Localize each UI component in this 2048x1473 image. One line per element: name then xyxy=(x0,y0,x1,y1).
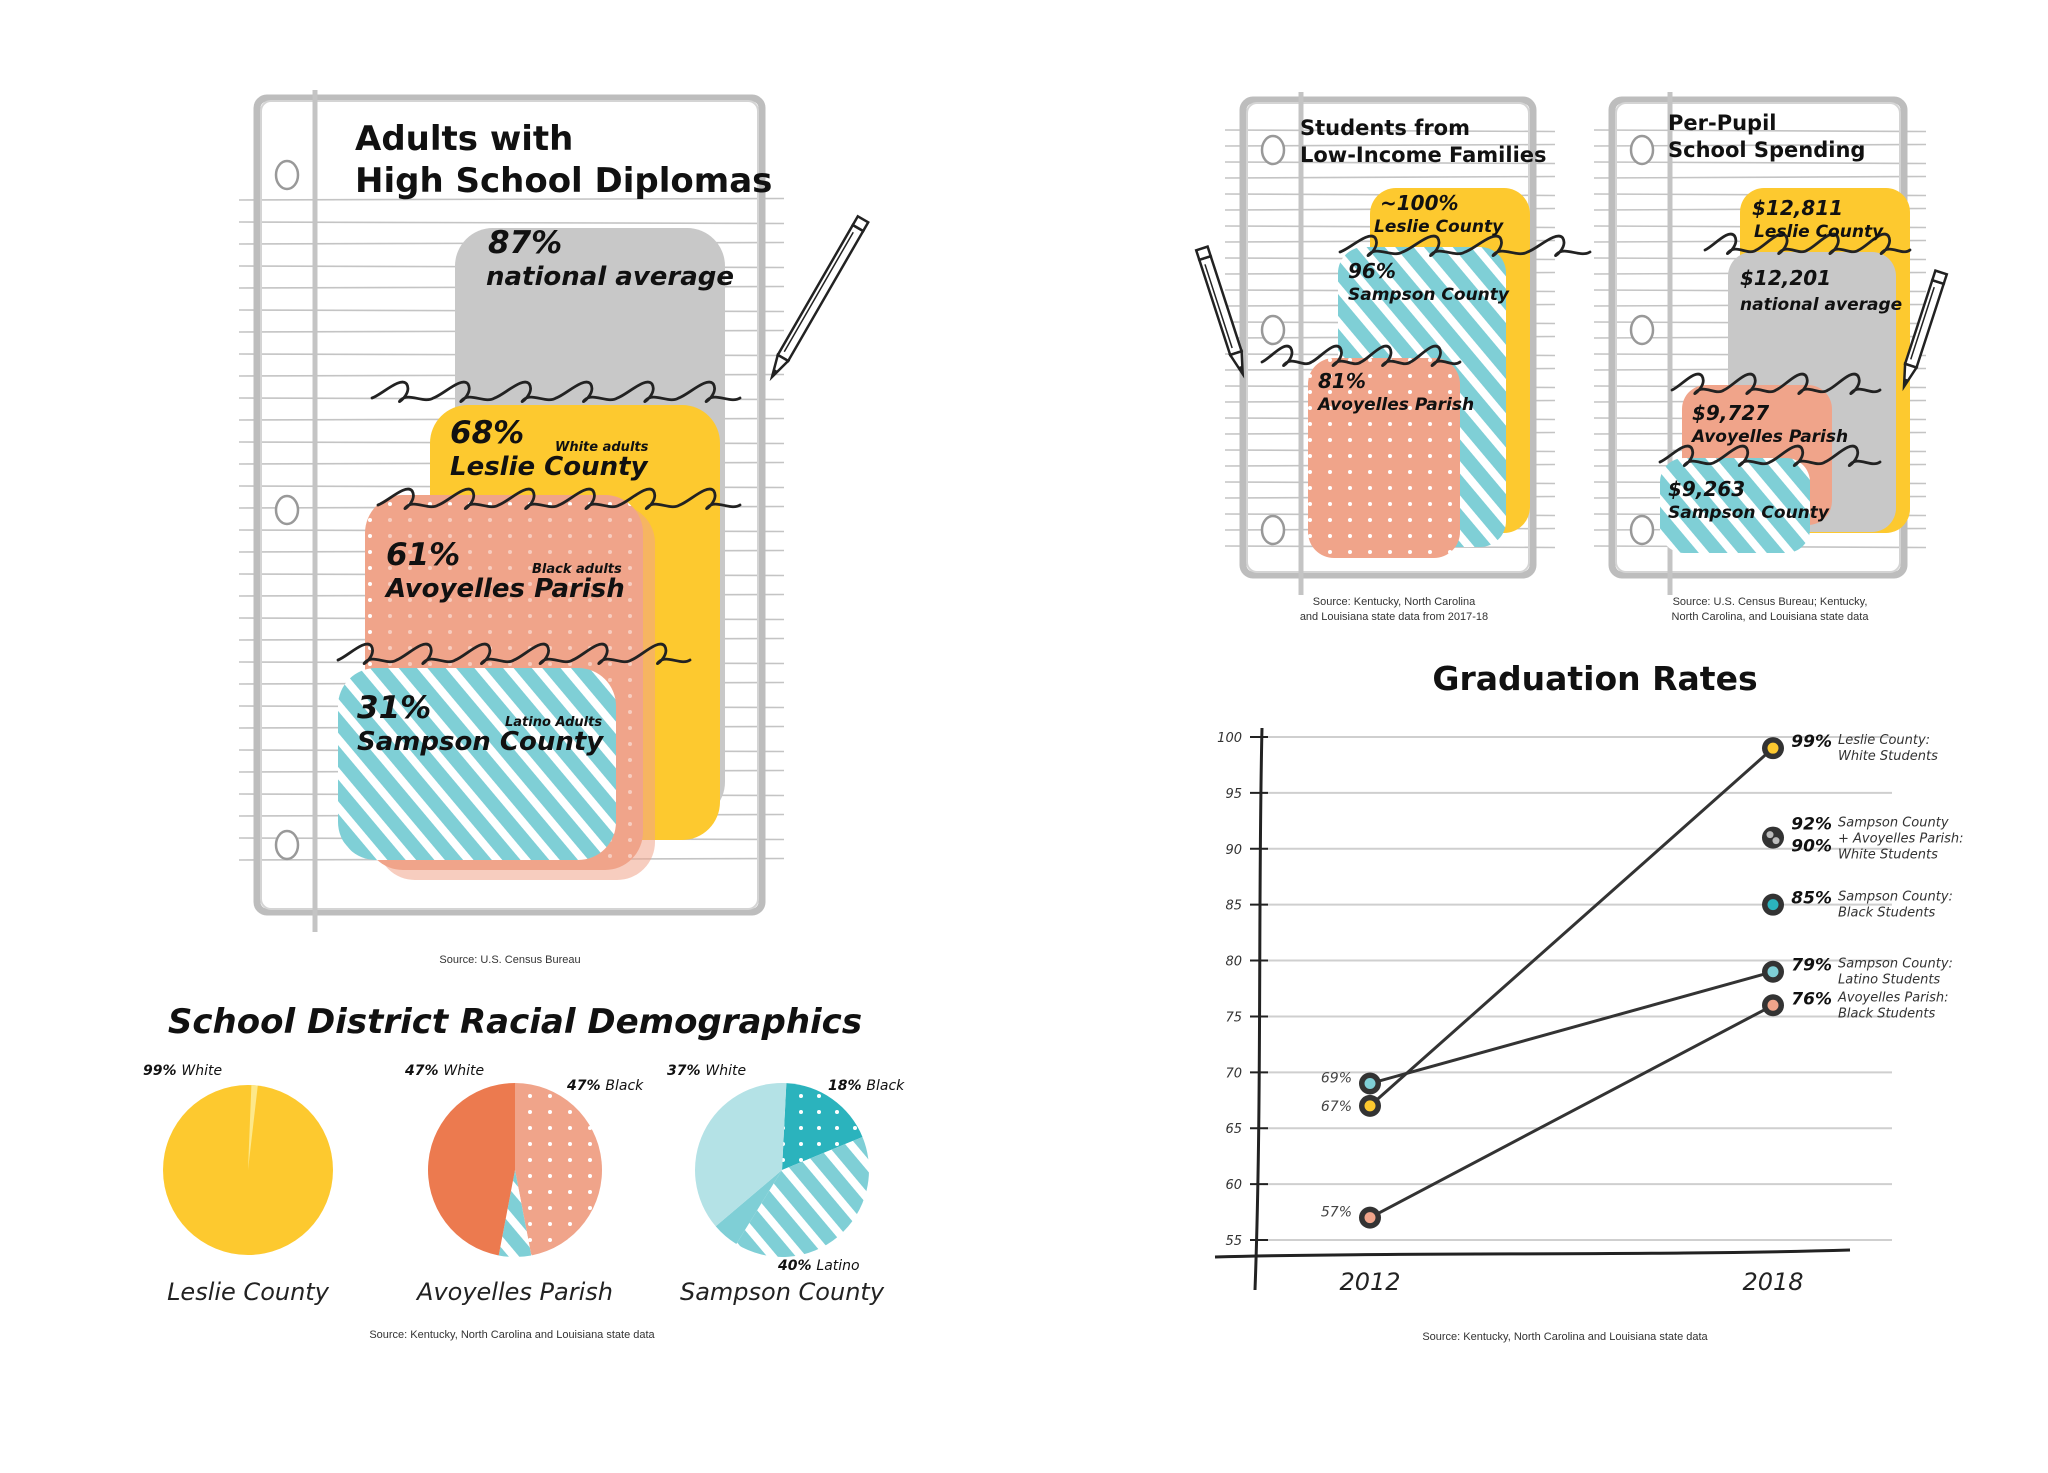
slice-pct: 47% xyxy=(567,1078,606,1094)
pencil-eraser xyxy=(1932,271,1947,284)
pie-slice-label xyxy=(143,1063,222,1079)
end-point-fill xyxy=(1768,743,1779,754)
pencil-icon xyxy=(767,216,868,380)
paper-rule-line xyxy=(1225,177,1555,179)
bar-name-label: Avoyelles Parish xyxy=(386,574,625,604)
paper-rule-line xyxy=(239,222,784,224)
bar-name-label: Sampson County xyxy=(357,727,604,757)
end-point-fill xyxy=(1768,966,1779,977)
bar-name-label: Leslie County xyxy=(1754,222,1884,242)
slice-label: White xyxy=(181,1063,223,1079)
slice-pct: 99% xyxy=(143,1063,182,1079)
paper-rule-line xyxy=(1594,177,1926,179)
bar-value-label: $12,811 xyxy=(1752,196,1844,220)
bar-value-label: ~100% xyxy=(1380,191,1459,215)
y-tick-label: 60 xyxy=(1225,1178,1242,1194)
bar-name-label: national average xyxy=(1740,295,1903,315)
chart-source: Source: Kentucky, North Carolina and Louisiana state data xyxy=(369,1329,655,1341)
bar-value-label: $12,201 xyxy=(1740,266,1832,290)
chart-title-line: Low-Income Families xyxy=(1300,143,1547,167)
bar-group-label: White adults xyxy=(555,440,649,455)
pie-slice-label xyxy=(667,1063,746,1079)
slice-pct: 37% xyxy=(667,1063,706,1079)
pie-slice-label xyxy=(404,1063,484,1079)
x-tick-label: 2012 xyxy=(1339,1268,1401,1296)
paper-hole xyxy=(1262,136,1284,164)
end-point xyxy=(1762,827,1784,849)
y-tick-label: 95 xyxy=(1225,786,1242,802)
y-tick-label: 75 xyxy=(1225,1010,1242,1026)
slice-pct: 47% xyxy=(405,1063,444,1079)
chart-title-line: High School Diplomas xyxy=(355,161,773,201)
bar-value-label: 96% xyxy=(1348,259,1396,283)
pie-slice xyxy=(428,1083,515,1255)
series-line xyxy=(1370,1005,1773,1217)
bar-value-label: 68% xyxy=(450,415,525,451)
bar-value-label: 81% xyxy=(1318,369,1366,393)
series-line xyxy=(1370,748,1773,1106)
paper-hole xyxy=(1631,316,1653,344)
paper-hole xyxy=(276,831,298,859)
start-point-fill xyxy=(1365,1078,1376,1089)
paper-hole xyxy=(276,161,298,189)
pencil-body-line xyxy=(784,232,853,352)
bar-value-label: 87% xyxy=(488,225,563,261)
slice-label: Black xyxy=(866,1078,905,1094)
bar-value-label: 61% xyxy=(386,537,461,573)
slice-pct: 18% xyxy=(828,1078,867,1094)
bar-name-label: Sampson County xyxy=(1348,285,1509,305)
slice-label: White xyxy=(705,1063,747,1079)
chart-source: Source: U.S. Census Bureau xyxy=(439,954,581,966)
chart-source: Source: Kentucky, North Carolina and Louisiana state data xyxy=(1422,1331,1708,1343)
chart-title: School District Racial Demographics xyxy=(167,1002,863,1042)
y-tick-label: 80 xyxy=(1225,954,1242,970)
start-value-label: 69% xyxy=(1320,1070,1352,1087)
chart-source: Source: U.S. Census Bureau; Kentucky, xyxy=(1672,596,1868,608)
pencil-eraser xyxy=(1196,247,1211,260)
chart-title-line: Students from xyxy=(1300,116,1470,140)
legend-pct: 90% xyxy=(1791,836,1832,857)
y-tick-label: 100 xyxy=(1217,731,1242,746)
legend-label: White Students xyxy=(1838,749,1938,765)
legend-label: Leslie County: xyxy=(1838,733,1931,749)
chart-source: and Louisiana state data from 2017-18 xyxy=(1299,611,1489,623)
y-tick-label: 90 xyxy=(1225,842,1242,858)
pie-name-label: Sampson County xyxy=(679,1278,885,1306)
legend-label: Sampson County: xyxy=(1838,956,1953,972)
start-point-fill xyxy=(1365,1212,1376,1223)
chart-title-line: School Spending xyxy=(1668,138,1866,162)
slice-label: Black xyxy=(605,1078,644,1094)
paper-hole xyxy=(1262,516,1284,544)
bar-name-label: national average xyxy=(486,262,735,292)
paper-hole xyxy=(1631,516,1653,544)
slice-label: White xyxy=(443,1063,485,1079)
legend-label: Avoyelles Parish: xyxy=(1838,990,1949,1006)
x-tick-label: 2018 xyxy=(1742,1268,1804,1296)
y-axis xyxy=(1255,728,1262,1290)
slice-label: Latino xyxy=(816,1258,860,1274)
bar-group-label: Latino Adults xyxy=(505,715,603,730)
y-tick-label: 65 xyxy=(1225,1122,1242,1138)
pie-slice-label xyxy=(828,1078,905,1094)
end-point-fill xyxy=(1767,831,1774,838)
paper-hole xyxy=(1262,316,1284,344)
bar-name-label: Sampson County xyxy=(1668,503,1829,523)
legend-label: White Students xyxy=(1838,847,1938,863)
pencil-tip xyxy=(767,355,788,380)
legend-label: Sampson County: xyxy=(1838,889,1953,905)
chart-title-line: Per-Pupil xyxy=(1668,111,1777,135)
y-tick-label: 55 xyxy=(1225,1234,1242,1249)
bar-name-label: Avoyelles Parish xyxy=(1318,395,1475,415)
legend-pct: 79% xyxy=(1791,955,1832,976)
legend-label: Black Students xyxy=(1838,1006,1936,1022)
chart-title-line: Adults with xyxy=(355,119,574,159)
legend-label: Latino Students xyxy=(1838,972,1941,988)
chart-source: North Carolina, and Louisiana state data xyxy=(1671,611,1869,623)
paper-hole xyxy=(1631,136,1653,164)
end-point-fill xyxy=(1773,837,1780,844)
legend-pct: 92% xyxy=(1791,814,1832,835)
legend-pct: 99% xyxy=(1791,732,1832,753)
bar-name-label: Leslie County xyxy=(450,452,648,482)
bar-name-label: Avoyelles Parish xyxy=(1692,427,1849,447)
legend-label: Sampson County xyxy=(1838,815,1949,831)
bar-name-label: Leslie County xyxy=(1374,217,1504,237)
chart-title: Graduation Rates xyxy=(1432,659,1758,698)
start-value-label: 57% xyxy=(1320,1204,1352,1221)
pie-slice xyxy=(515,1083,602,1255)
start-point-fill xyxy=(1365,1100,1376,1111)
series-line xyxy=(1370,972,1773,1084)
x-axis xyxy=(1215,1250,1850,1257)
slice-pct: 40% xyxy=(778,1258,817,1274)
bar-value-label: 31% xyxy=(357,690,432,726)
legend-label: Black Students xyxy=(1838,905,1936,921)
end-point-fill xyxy=(1768,899,1779,910)
bar-value-label: $9,727 xyxy=(1692,401,1770,425)
y-tick-label: 85 xyxy=(1225,898,1242,914)
pie-name-label: Avoyelles Parish xyxy=(417,1278,613,1306)
y-tick-label: 70 xyxy=(1225,1066,1242,1082)
pie-name-label: Leslie County xyxy=(167,1278,329,1306)
legend-pct: 85% xyxy=(1791,888,1832,909)
start-value-label: 67% xyxy=(1320,1098,1352,1115)
pie-slice-label xyxy=(566,1078,644,1094)
pie-slice-label xyxy=(777,1258,860,1274)
bar-group-label: Black adults xyxy=(532,562,622,577)
legend-pct: 76% xyxy=(1791,989,1832,1010)
end-point-fill xyxy=(1768,1000,1779,1011)
bar-value-label: $9,263 xyxy=(1668,477,1746,501)
paper-hole xyxy=(276,496,298,524)
legend-label: + Avoyelles Parish: xyxy=(1838,831,1964,847)
chart-source: Source: Kentucky, North Carolina xyxy=(1312,596,1476,608)
